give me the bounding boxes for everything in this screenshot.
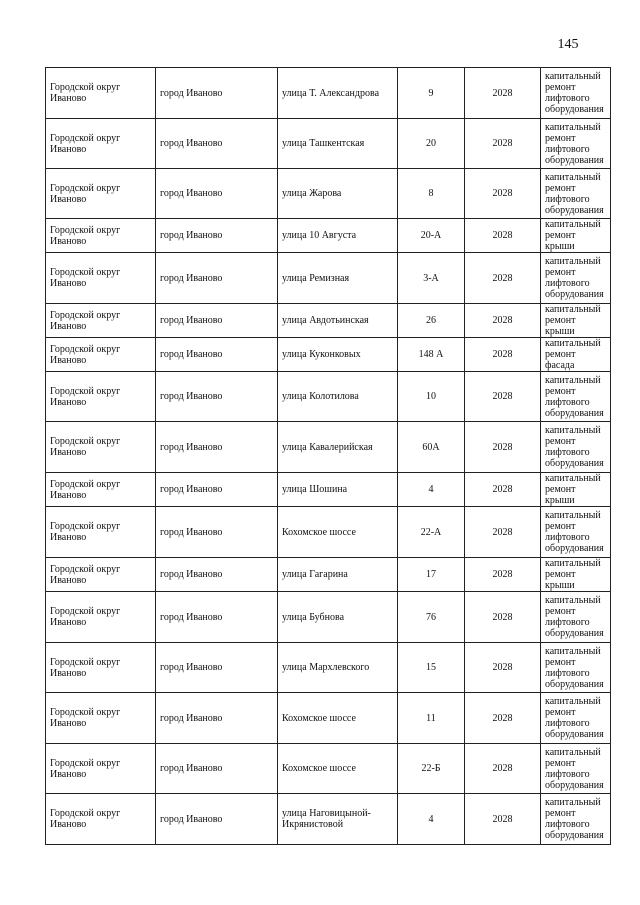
- house-number-cell: 60А: [398, 422, 465, 473]
- work-type-cell: капитальный ремонт лифтового оборудования: [541, 643, 611, 693]
- municipal-district-cell: Городской округ Иваново: [46, 507, 156, 558]
- table-row: [46, 744, 611, 794]
- work-type-cell: капитальный ремонт крыши: [541, 473, 611, 507]
- house-number-cell: 9: [398, 68, 465, 119]
- street-cell: улица Колотилова: [278, 372, 398, 422]
- year-cell: 2028: [465, 558, 541, 592]
- work-type-cell: капитальный ремонт лифтового оборудования: [541, 744, 611, 794]
- municipal-district-cell: Городской округ Иваново: [46, 693, 156, 744]
- year-cell: 2028: [465, 219, 541, 253]
- year-cell: 2028: [465, 372, 541, 422]
- registry-table: [45, 67, 611, 845]
- municipal-district-cell: Городской округ Иваново: [46, 169, 156, 219]
- street-cell: улица Ремизная: [278, 253, 398, 304]
- work-type-cell: капитальный ремонт лифтового оборудования: [541, 794, 611, 845]
- street-cell: улица Шошина: [278, 473, 398, 507]
- work-type-cell: капитальный ремонт крыши: [541, 304, 611, 338]
- city-cell: город Иваново: [156, 253, 278, 304]
- street-cell: улица 10 Августа: [278, 219, 398, 253]
- municipal-district-cell: Городской округ Иваново: [46, 643, 156, 693]
- work-type-cell: капитальный ремонт крыши: [541, 558, 611, 592]
- house-number-cell: 15: [398, 643, 465, 693]
- house-number-cell: 4: [398, 473, 465, 507]
- street-cell: улица Жарова: [278, 169, 398, 219]
- year-cell: 2028: [465, 507, 541, 558]
- street-cell: улица Наговицыной-Икрянистовой: [278, 794, 398, 845]
- work-type-cell: капитальный ремонт лифтового оборудования: [541, 693, 611, 744]
- table-row: [46, 643, 611, 693]
- municipal-district-cell: Городской округ Иваново: [46, 219, 156, 253]
- table-row: [46, 693, 611, 744]
- work-type-cell: капитальный ремонт крыши: [541, 219, 611, 253]
- table-row: [46, 253, 611, 304]
- work-type-cell: капитальный ремонт лифтового оборудования: [541, 68, 611, 119]
- year-cell: 2028: [465, 643, 541, 693]
- house-number-cell: 20: [398, 119, 465, 169]
- municipal-district-cell: Городской округ Иваново: [46, 473, 156, 507]
- house-number-cell: 11: [398, 693, 465, 744]
- year-cell: 2028: [465, 473, 541, 507]
- year-cell: 2028: [465, 744, 541, 794]
- year-cell: 2028: [465, 119, 541, 169]
- city-cell: город Иваново: [156, 744, 278, 794]
- city-cell: город Иваново: [156, 507, 278, 558]
- work-type-cell: капитальный ремонт фасада: [541, 338, 611, 372]
- work-type-cell: капитальный ремонт лифтового оборудования: [541, 119, 611, 169]
- municipal-district-cell: Городской округ Иваново: [46, 592, 156, 643]
- street-cell: улица Ташкентская: [278, 119, 398, 169]
- work-type-cell: капитальный ремонт лифтового оборудования: [541, 507, 611, 558]
- table-row: [46, 592, 611, 643]
- work-type-cell: капитальный ремонт лифтового оборудования: [541, 372, 611, 422]
- street-cell: улица Т. Александрова: [278, 68, 398, 119]
- work-type-cell: капитальный ремонт лифтового оборудования: [541, 422, 611, 473]
- table-row: [46, 558, 611, 592]
- house-number-cell: 26: [398, 304, 465, 338]
- year-cell: 2028: [465, 169, 541, 219]
- city-cell: город Иваново: [156, 473, 278, 507]
- house-number-cell: 4: [398, 794, 465, 845]
- year-cell: 2028: [465, 304, 541, 338]
- table-body: [46, 68, 611, 845]
- municipal-district-cell: Городской округ Иваново: [46, 558, 156, 592]
- municipal-district-cell: Городской округ Иваново: [46, 372, 156, 422]
- city-cell: город Иваново: [156, 592, 278, 643]
- year-cell: 2028: [465, 592, 541, 643]
- city-cell: город Иваново: [156, 693, 278, 744]
- city-cell: город Иваново: [156, 372, 278, 422]
- street-cell: улица Гагарина: [278, 558, 398, 592]
- street-cell: Кохомское шоссе: [278, 693, 398, 744]
- table-row: [46, 473, 611, 507]
- street-cell: улица Кавалерийская: [278, 422, 398, 473]
- year-cell: 2028: [465, 693, 541, 744]
- house-number-cell: 3-А: [398, 253, 465, 304]
- city-cell: город Иваново: [156, 422, 278, 473]
- city-cell: город Иваново: [156, 169, 278, 219]
- table-row: [46, 794, 611, 845]
- city-cell: город Иваново: [156, 119, 278, 169]
- municipal-district-cell: Городской округ Иваново: [46, 304, 156, 338]
- city-cell: город Иваново: [156, 558, 278, 592]
- municipal-district-cell: Городской округ Иваново: [46, 794, 156, 845]
- year-cell: 2028: [465, 794, 541, 845]
- house-number-cell: 20-А: [398, 219, 465, 253]
- table-row: [46, 119, 611, 169]
- year-cell: 2028: [465, 253, 541, 304]
- municipal-district-cell: Городской округ Иваново: [46, 68, 156, 119]
- municipal-district-cell: Городской округ Иваново: [46, 744, 156, 794]
- table-row: [46, 507, 611, 558]
- city-cell: город Иваново: [156, 643, 278, 693]
- street-cell: улица Мархлевского: [278, 643, 398, 693]
- house-number-cell: 17: [398, 558, 465, 592]
- table-row: [46, 68, 611, 119]
- street-cell: улица Бубнова: [278, 592, 398, 643]
- table-row: [46, 372, 611, 422]
- city-cell: город Иваново: [156, 338, 278, 372]
- city-cell: город Иваново: [156, 304, 278, 338]
- work-type-cell: капитальный ремонт лифтового оборудования: [541, 169, 611, 219]
- city-cell: город Иваново: [156, 219, 278, 253]
- page-number: 145: [557, 37, 579, 52]
- street-cell: улица Авдотьинская: [278, 304, 398, 338]
- year-cell: 2028: [465, 68, 541, 119]
- table-row: [46, 219, 611, 253]
- year-cell: 2028: [465, 422, 541, 473]
- house-number-cell: 76: [398, 592, 465, 643]
- house-number-cell: 10: [398, 372, 465, 422]
- city-cell: город Иваново: [156, 68, 278, 119]
- city-cell: город Иваново: [156, 794, 278, 845]
- municipal-district-cell: Городской округ Иваново: [46, 253, 156, 304]
- year-cell: 2028: [465, 338, 541, 372]
- work-type-cell: капитальный ремонт лифтового оборудования: [541, 592, 611, 643]
- table-row: [46, 304, 611, 338]
- street-cell: улица Куконковых: [278, 338, 398, 372]
- street-cell: Кохомское шоссе: [278, 744, 398, 794]
- house-number-cell: 22-А: [398, 507, 465, 558]
- municipal-district-cell: Городской округ Иваново: [46, 119, 156, 169]
- table-row: [46, 169, 611, 219]
- municipal-district-cell: Городской округ Иваново: [46, 422, 156, 473]
- house-number-cell: 148 А: [398, 338, 465, 372]
- street-cell: Кохомское шоссе: [278, 507, 398, 558]
- house-number-cell: 8: [398, 169, 465, 219]
- work-type-cell: капитальный ремонт лифтового оборудования: [541, 253, 611, 304]
- house-number-cell: 22-Б: [398, 744, 465, 794]
- table-row: [46, 338, 611, 372]
- municipal-district-cell: Городской округ Иваново: [46, 338, 156, 372]
- table-row: [46, 422, 611, 473]
